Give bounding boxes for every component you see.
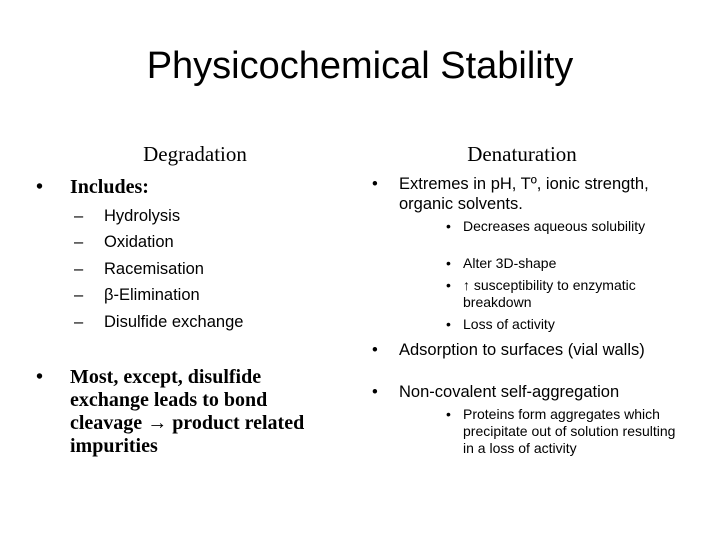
- slide-title: Physicochemical Stability: [146, 45, 574, 87]
- extremes-bullet: [372, 174, 662, 214]
- dash-marker: –: [74, 286, 84, 304]
- includes-label: Includes:: [70, 176, 149, 198]
- denaturation-column: [372, 140, 692, 456]
- list-item: [74, 312, 334, 332]
- bullet-marker: •: [36, 366, 44, 388]
- list-item: [446, 218, 686, 235]
- extremes-effect-activity: Loss of activity: [463, 316, 555, 332]
- dash-marker: –: [74, 260, 84, 278]
- summary-text: Most, except, disulfide exchange leads to bond cleavage → product related impurities: [70, 366, 305, 457]
- aggregation-bullet: [372, 382, 692, 402]
- list-item: [74, 285, 334, 305]
- list-item: [74, 259, 334, 279]
- extremes-effect-shape: Alter 3D-shape: [463, 255, 557, 271]
- list-item: [446, 277, 686, 311]
- includes-item-racemisation: Racemisation: [104, 260, 204, 278]
- list-item: [446, 406, 676, 457]
- bullet-marker: •: [446, 316, 451, 332]
- bullet-marker: •: [446, 406, 451, 422]
- denaturation-heading: Denaturation: [467, 142, 577, 166]
- aggregation-effect: Proteins form aggregates which precipitate out of solution resulting in a loss of activity: [463, 406, 676, 456]
- bullet-marker: •: [372, 175, 378, 193]
- extremes-text: Extremes in pH, Tº, ionic strength, organic solvents.: [399, 175, 649, 213]
- includes-item-beta-elimination: β-Elimination: [104, 286, 200, 304]
- includes-bullet: [36, 176, 336, 199]
- list-item: [446, 255, 686, 272]
- includes-item-oxidation: Oxidation: [104, 233, 174, 251]
- degradation-heading: Degradation: [143, 142, 247, 166]
- dash-marker: –: [74, 313, 84, 331]
- degradation-column: [36, 140, 336, 457]
- list-item: [74, 232, 334, 252]
- includes-item-hydrolysis: Hydrolysis: [104, 207, 181, 225]
- adsorption-text: Adsorption to surfaces (vial walls): [399, 341, 645, 359]
- bullet-marker: •: [446, 277, 451, 293]
- bullet-marker: •: [372, 383, 378, 401]
- list-item: [446, 316, 686, 333]
- dash-marker: –: [74, 207, 84, 225]
- extremes-effect-solubility: Decreases aqueous solubility: [463, 218, 646, 234]
- bullet-marker: •: [36, 176, 44, 198]
- summary-bullet: [36, 366, 336, 458]
- dash-marker: –: [74, 233, 84, 251]
- bullet-marker: •: [372, 341, 378, 359]
- adsorption-bullet: [372, 340, 672, 360]
- list-item: [74, 206, 334, 226]
- bullet-marker: •: [446, 255, 451, 271]
- bullet-marker: •: [446, 218, 451, 234]
- extremes-effect-susceptibility: ↑ susceptibility to enzymatic breakdown: [463, 277, 636, 310]
- aggregation-text: Non-covalent self-aggregation: [399, 383, 620, 401]
- includes-item-disulfide-exchange: Disulfide exchange: [104, 313, 244, 331]
